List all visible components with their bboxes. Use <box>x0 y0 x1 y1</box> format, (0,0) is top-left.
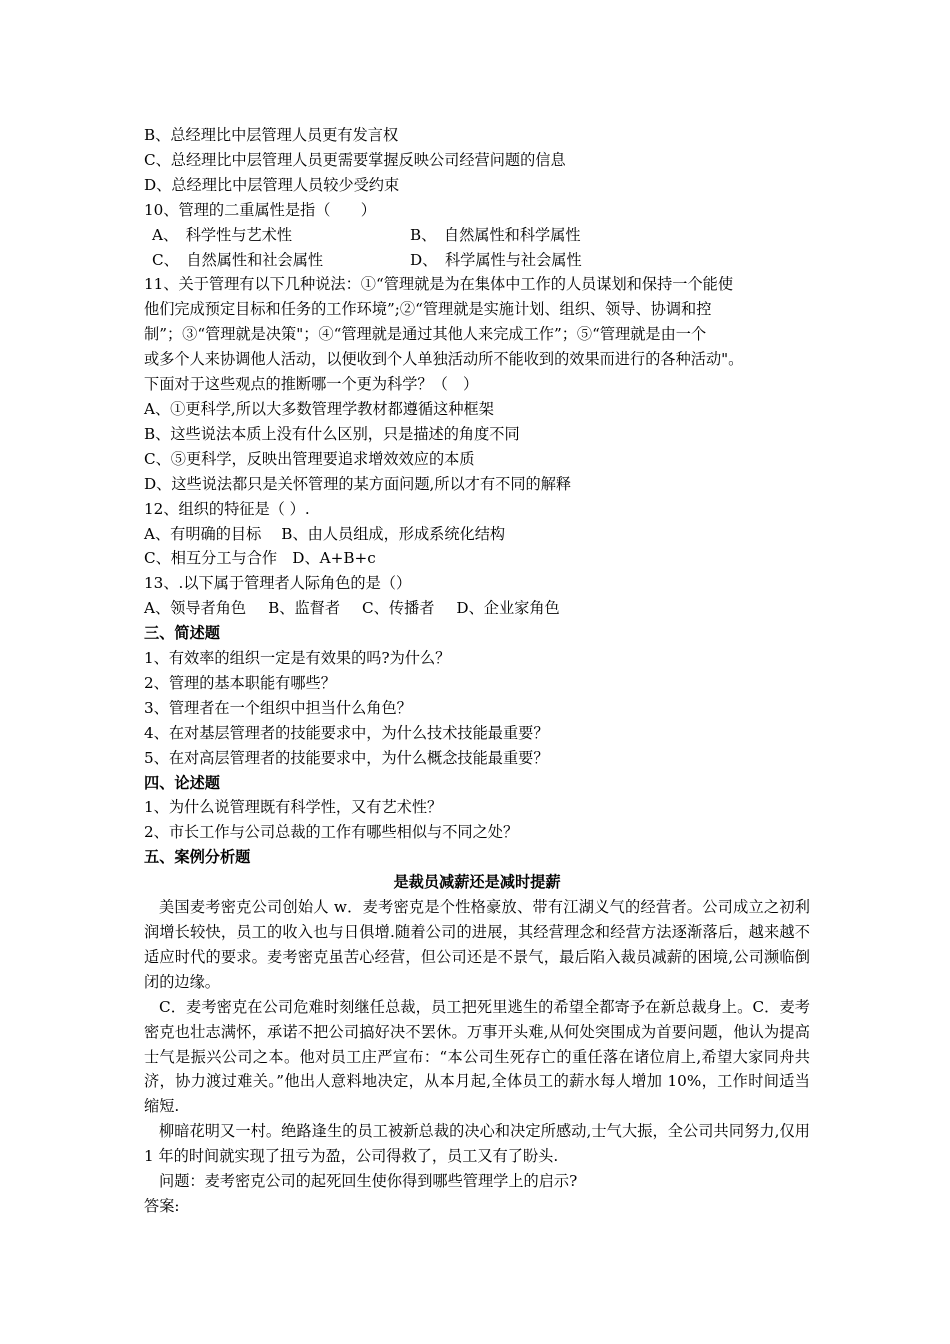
q11-stem-line: 或多个人来协调他人活动，以便收到个人单独活动所不能收到的效果而进行的各种活动"。 <box>144 350 744 369</box>
q11-option-a: A、①更科学,所以大多数管理学教材都遵循这种框架 <box>144 399 494 418</box>
answer-label: 答案: <box>144 1196 180 1215</box>
q13-stem: 13、.以下属于管理者人际角色的是（） <box>144 574 412 593</box>
q11-option-d: D、这些说法都只是关怀管理的某方面问题,所以才有不同的解释 <box>144 474 572 493</box>
case-paragraph-3: 柳暗花明又一村。绝路逢生的员工被新总裁的决心和决定所感动,士气大振，全公司共同努力,仅用 1 年的时间就实现了扭亏为盈，公司得救了，员工又有了盼头. <box>144 1122 810 1166</box>
q11-stem-line: 制”；③“管理就是决策"；④“管理就是通过其他人来完成工作”；⑤“管理就是由一个 <box>144 325 707 344</box>
section-heading-essay: 四、论述题 <box>144 773 220 792</box>
essay-item: 1、为什么说管理既有科学性，又有艺术性？ <box>144 798 443 817</box>
q9-option-c: C、总经理比中层管理人员更需要掌握反映公司经营问题的信息 <box>144 150 566 169</box>
q10-option-a: A、 科学性与艺术性 <box>152 225 293 244</box>
q10-option-b: B、 自然属性和科学属性 <box>410 225 581 244</box>
q12-options-line-2: C、相互分工与合作 D、A+B+c <box>144 549 376 568</box>
short-answer-item: 5、在对高层管理者的技能要求中，为什么概念技能最重要？ <box>144 748 549 767</box>
short-answer-item: 2、管理的基本职能有哪些？ <box>144 673 336 692</box>
q9-option-b: B、总经理比中层管理人员更有发言权 <box>144 126 399 144</box>
section-heading-case-analysis: 五、案例分析题 <box>144 848 251 867</box>
q9-option-d: D、总经理比中层管理人员较少受约束 <box>144 175 400 194</box>
q12-stem: 12、组织的特征是（ ）. <box>144 499 310 518</box>
essay-item: 2、市长工作与公司总裁的工作有哪些相似与不同之处？ <box>144 823 519 842</box>
short-answer-item: 4、在对基层管理者的技能要求中，为什么技术技能最重要？ <box>144 723 549 742</box>
q13-option-b: B、监督者 <box>268 599 341 618</box>
q11-stem-line: 11、关于管理有以下几种说法：①“管理就是为在集体中工作的人员谋划和保持一个能使 <box>144 275 734 294</box>
case-question: 问题：麦考密克公司的起死回生使你得到哪些管理学上的启示? <box>159 1172 578 1191</box>
q10-options-row-1 <box>144 223 810 248</box>
case-paragraph-2: C．麦考密克在公司危难时刻继任总裁，员工把死里逃生的希望全都寄予在新总裁身上。C．麦考密克也壮志满怀，承诺不把公司搞好决不罢休。万事开头难,从何处突围成为首要问题，他认为提高士气是振兴公司之本。他对员工庄严宣布：“本公司生死存亡的重任落在诸位肩上,希望大家同舟共济，协力渡过难关。”他出人意料地决定，从本月起,全体员工的薪水每人增加 10%，工作时间适当缩短. <box>144 997 810 1116</box>
q12-options-line-1: A、有明确的目标 B、由人员组成，形成系统化结构 <box>144 524 506 543</box>
short-answer-item: 3、管理者在一个组织中担当什么角色？ <box>144 698 412 717</box>
q11-option-b: B、这些说法本质上没有什么区别，只是描述的角度不同 <box>144 424 520 443</box>
section-heading-short-answer: 三、简述题 <box>144 624 220 643</box>
q11-stem-line: 下面对于这些观点的推断哪一个更为科学？（ ） <box>144 375 479 394</box>
q13-option-d: D、企业家角色 <box>456 599 560 618</box>
case-paragraph-1: 美国麦考密克公司创始人 w．麦考密克是个性格豪放、带有江湖义气的经营者。公司成立之初利润增长较快，员工的收入也与日俱增.随着公司的进展，其经营理念和经营方法逐渐落后，越来越不适应时代的要求。麦考密克虽苦心经营，但公司还是不景气，最后陷入裁员减薪的困境,公司濒临倒闭的边缘。 <box>144 898 810 991</box>
short-answer-item: 1、有效率的组织一定是有效果的吗?为什么？ <box>144 649 451 668</box>
q13-option-c: C、传播者 <box>362 599 435 618</box>
q10-options-row-2 <box>144 248 810 273</box>
document-body <box>144 123 810 1219</box>
q10-option-d: D、 科学属性与社会属性 <box>410 250 582 269</box>
case-title: 是裁员减薪还是减时提薪 <box>393 873 561 892</box>
q10-option-c: C、 自然属性和社会属性 <box>152 250 324 269</box>
q13-options <box>144 596 810 621</box>
q11-option-c: C、⑤更科学，反映出管理要追求增效效应的本质 <box>144 449 475 468</box>
q13-option-a: A、领导者角色 <box>144 599 247 618</box>
q10-stem: 10、管理的二重属性是指（ ） <box>144 200 376 219</box>
q11-stem-line: 他们完成预定目标和任务的工作环境”;②“管理就是实施计划、组织、领导、协调和控 <box>144 300 712 319</box>
